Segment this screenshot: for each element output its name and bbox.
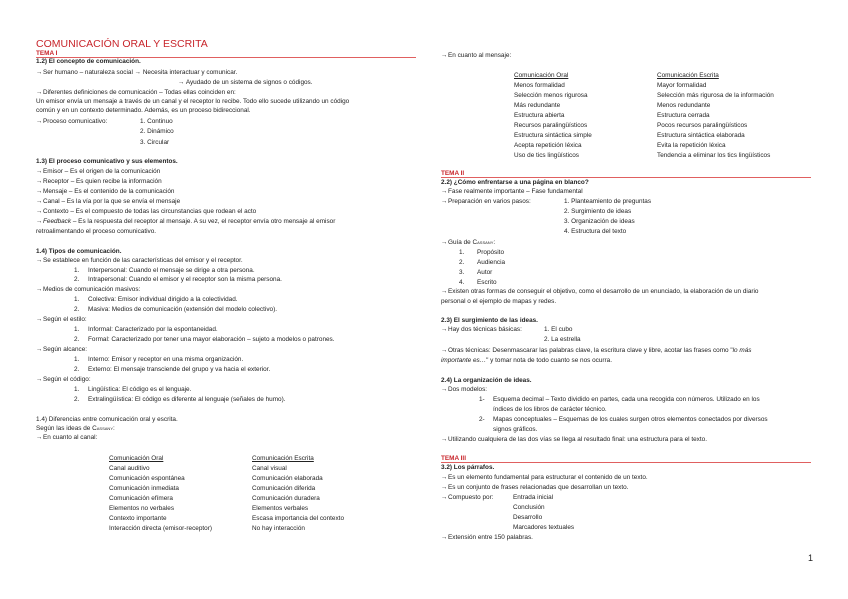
text-line: [657, 102, 710, 110]
line-text: 2.: [74, 306, 80, 313]
line-text: Fase realmente importante – Fase fundamental: [448, 188, 583, 195]
line-text: En cuanto al mensaje:: [448, 52, 512, 59]
text-line: [36, 316, 87, 324]
arrow-icon: →: [36, 188, 43, 195]
line-text: Mensaje – Es el contenido de la comunicación: [43, 188, 175, 195]
text-line: [657, 92, 774, 100]
line-text: Mapas conceptuales – Esquemas de los cuales surgen otros elementos conectados por diversos: [493, 416, 768, 423]
text-line: [441, 484, 628, 492]
line-text: Canal – Es la vía por la que se envía el mensaje: [43, 198, 181, 205]
line-text: 1.: [74, 356, 80, 363]
text-line: [657, 152, 770, 160]
line-text: Marcadores textuales: [513, 524, 575, 531]
line-text: Comunicación Oral: [514, 72, 569, 79]
text-line: [88, 296, 238, 304]
line-text: Un emisor envía un mensaje a través de un canal y el receptor lo recibe. Todo ello sucede utilizando un código: [36, 98, 350, 105]
text-line: [74, 336, 79, 344]
text-line: [252, 515, 344, 523]
line-text: Comunicación duradera: [252, 495, 320, 502]
text-line: [88, 306, 277, 314]
line-text: Canal auditivo: [109, 465, 150, 472]
arrow-icon: →: [36, 218, 43, 225]
text-line: [74, 326, 79, 334]
line-text: Extralingüística: El código es diferente al lenguaje (señales de humo).: [88, 396, 286, 403]
line-text: 2.: [459, 259, 465, 266]
line-text: 1. El cubo: [544, 326, 573, 333]
text-line: [513, 504, 545, 512]
line-text: Esquema decimal – Texto dividido en partes, cada una recogida con números. Utilizado en los: [493, 396, 760, 403]
line-text: 2-: [479, 416, 485, 423]
line-text: Proceso comunicativo:: [43, 118, 108, 125]
arrow-icon: →: [441, 494, 448, 501]
text-line: [88, 326, 218, 334]
text-line: [657, 122, 747, 130]
text-line: [252, 485, 315, 493]
line-text: Guía de Cassany:: [448, 239, 496, 246]
arrow-icon: →: [36, 178, 43, 185]
text-line: [479, 396, 485, 404]
line-text: Tendencia a eliminar los tics lingüísticos: [657, 152, 771, 159]
text-line: [459, 279, 464, 287]
text-line: [441, 436, 707, 444]
text-line: [36, 168, 160, 176]
text-line: [36, 218, 335, 226]
text-line: [441, 347, 751, 355]
line-text: común y en un contexto determinado. Además, es un proceso bidireccional.: [36, 107, 251, 114]
text-line: [564, 198, 651, 206]
line-text: Extensión entre 150 palabras.: [448, 534, 533, 541]
text-line: [441, 188, 583, 196]
line-text: Según las ideas de Cassany:: [36, 425, 115, 432]
arrow-icon: →: [441, 347, 448, 354]
line-text: Masiva: Medios de comunicación (extensión del modelo colectivo).: [88, 306, 277, 313]
text-line: [88, 386, 191, 394]
line-text: Se establece en función de las características del emisor y el receptor.: [43, 257, 243, 264]
text-line: [140, 139, 169, 147]
text-line: [477, 259, 505, 267]
text-line: [74, 276, 79, 284]
subsection-heading: [36, 248, 121, 256]
line-text: En cuanto al canal:: [43, 434, 98, 441]
arrow-icon: →: [441, 288, 448, 295]
line-text: 1.: [74, 296, 80, 303]
text-line: [36, 346, 87, 354]
text-line: [514, 152, 579, 160]
text-line: [88, 267, 255, 275]
line-text: 1.: [74, 267, 80, 274]
arrow-icon: →: [441, 484, 448, 491]
text-line: [441, 534, 533, 542]
text-line: [74, 386, 79, 394]
line-text: 1.3) El proceso comunicativo y sus elementos.: [36, 158, 178, 165]
subsection-heading: [36, 58, 141, 66]
line-text: importante es…" y tomar nota de todo cuanto se nos ocurra.: [441, 357, 613, 364]
line-text: TEMA I: [36, 50, 58, 57]
text-line: [36, 228, 156, 236]
text-line: [36, 434, 97, 442]
text-line: [36, 416, 178, 424]
line-text: Preparación en varios pasos:: [448, 198, 531, 205]
arrow-icon: →: [36, 198, 43, 205]
text-line: [109, 485, 179, 493]
line-text: Mayor formalidad: [657, 82, 707, 89]
line-text: 3.: [459, 269, 465, 276]
line-text: Compuesto por:: [448, 494, 494, 501]
line-text: Selección menos rigurosa: [514, 92, 588, 99]
text-line: [477, 269, 492, 277]
line-text: Hay dos técnicas básicas:: [448, 326, 522, 333]
table-column-header: [514, 72, 568, 80]
line-text: Comunicación elaborada: [252, 475, 323, 482]
line-text: 1.4) Diferencias entre comunicación oral y escrita.: [36, 416, 178, 423]
line-text: Contexto – Es el compuesto de todas las circunstancias que rodean el acto: [43, 208, 257, 215]
section-divider: [441, 462, 811, 463]
section-divider: [441, 177, 811, 178]
line-text: Uso de tics lingüísticos: [514, 152, 579, 159]
text-line: [441, 52, 511, 60]
arrow-icon: →: [36, 118, 43, 125]
text-line: [514, 112, 564, 120]
subsection-heading: [36, 158, 178, 166]
arrow-icon: →: [36, 286, 43, 293]
line-text: 2.2) ¿Cómo enfrentarse a una página en blanco?: [441, 179, 589, 186]
line-text: Interpersonal: Cuando el mensaje se dirige a otra persona.: [88, 267, 255, 274]
line-text: Comunicación efímera: [109, 495, 173, 502]
arrow-icon: →: [36, 69, 43, 76]
line-text: Otras técnicas: Desenmascarar las palabras clave, la escritura clave y libre, acotar las frases como "lo más: [448, 347, 752, 354]
text-line: [36, 286, 140, 294]
arrow-icon: →: [441, 188, 448, 195]
line-text: Desarrollo: [513, 514, 543, 521]
line-text: Conclusión: [513, 504, 545, 511]
line-text: 3. Organización de ideas: [564, 218, 635, 225]
line-text: Elementos no verbales: [109, 505, 175, 512]
line-text: Escrito: [477, 279, 497, 286]
text-line: [88, 396, 286, 404]
text-line: [477, 249, 504, 257]
line-text: Feedback – Es la respuesta del receptor al mensaje. A su vez, el receptor envía otro mensaje al emisor: [43, 218, 336, 225]
text-line: [36, 376, 91, 384]
line-text: índices de los libros de carácter técnico.: [493, 406, 607, 413]
line-text: Externo: El mensaje transciende del grupo y va hacia el exterior.: [88, 366, 271, 373]
text-line: [493, 396, 760, 404]
document-title: COMUNICACIÓN ORAL Y ESCRITA: [36, 38, 208, 50]
text-line: [657, 132, 745, 140]
line-text: 2.: [74, 366, 80, 373]
text-line: [74, 366, 79, 374]
text-line: [140, 118, 173, 126]
line-text: Estructura sintáctica elaborada: [657, 132, 745, 139]
text-line: [36, 208, 256, 216]
text-line: [109, 495, 173, 503]
text-line: [479, 416, 485, 424]
line-text: Autor: [477, 269, 493, 276]
line-text: Comunicación Escrita: [657, 72, 719, 79]
line-text: Receptor – Es quien recibe la información: [43, 178, 162, 185]
line-text: Canal visual: [252, 465, 287, 472]
text-line: [88, 336, 335, 344]
arrow-icon: →: [441, 534, 448, 541]
text-line: [441, 357, 612, 365]
line-text: Estructura abierta: [514, 112, 565, 119]
text-line: [544, 336, 581, 344]
arrow-icon: →: [441, 474, 448, 481]
arrow-icon: →: [441, 436, 448, 443]
arrow-icon: →: [36, 257, 43, 264]
text-line: [441, 474, 648, 482]
line-text: Según el código:: [43, 376, 91, 383]
text-line: [514, 132, 592, 140]
line-text: Entrada inicial: [513, 494, 554, 501]
line-text: retroalimentando el proceso comunicativo.: [36, 228, 157, 235]
line-text: 1-: [479, 396, 485, 403]
text-line: [36, 257, 243, 265]
line-text: TEMA III: [441, 455, 466, 462]
text-line: [88, 276, 282, 284]
text-line: [441, 288, 759, 296]
table-column-header: [109, 455, 163, 463]
line-text: Dos modelos:: [448, 386, 488, 393]
line-text: signos gráficos.: [493, 426, 538, 433]
line-text: Lingüística: El código es el lenguaje.: [88, 386, 192, 393]
text-line: [477, 279, 497, 287]
line-text: Comunicación diferida: [252, 485, 316, 492]
text-line: [109, 505, 174, 513]
text-line: [178, 79, 313, 87]
text-line: [514, 102, 560, 110]
line-text: 2.: [74, 276, 80, 283]
text-line: [657, 112, 710, 120]
text-line: [109, 525, 212, 533]
arrow-icon: →: [36, 89, 43, 96]
line-text: Audiencia: [477, 259, 506, 266]
subsection-heading: [441, 317, 538, 325]
line-text: → Ayudado de un sistema de signos o códigos.: [178, 79, 313, 86]
line-text: 2.: [74, 396, 80, 403]
line-text: Emisor – Es el origen de la comunicación: [43, 168, 161, 175]
line-text: Existen otras formas de conseguir el objetivo, como el desarrollo de un enunciado, la elaboración de un diario: [448, 288, 759, 295]
line-text: Escasa importancia del contexto: [252, 515, 345, 522]
line-text: Diferentes definiciones de comunicación – Todas ellas coinciden en:: [43, 89, 236, 96]
arrow-icon: →: [36, 168, 43, 175]
text-line: [252, 465, 287, 473]
text-line: [493, 406, 607, 414]
line-text: 1. Planteamiento de preguntas: [564, 198, 652, 205]
line-text: Pocos recursos paralingüísticos: [657, 122, 748, 129]
text-line: [513, 514, 542, 522]
line-text: 1.: [459, 249, 465, 256]
line-text: 2. Dinámico: [140, 128, 174, 135]
line-text: Utilizando cualquiera de las dos vías se llega al resultado final: una estructura para el texto.: [448, 436, 707, 443]
text-line: [74, 296, 79, 304]
text-line: [493, 416, 768, 424]
line-text: 1.: [74, 386, 80, 393]
text-line: [564, 228, 626, 236]
subsection-heading: [441, 377, 532, 385]
arrow-icon: →: [441, 239, 448, 246]
text-line: [252, 475, 323, 483]
line-text: Formal: Caracterizado por tener una mayor elaboración – sujeto a modelos o patrones.: [88, 336, 335, 343]
line-text: Acepta repetición léxica: [514, 142, 582, 149]
text-line: [657, 82, 706, 90]
text-line: [441, 494, 493, 502]
line-text: Colectiva: Emisor individual dirigido a la colectividad.: [88, 296, 238, 303]
text-line: [513, 494, 553, 502]
text-line: [657, 142, 726, 150]
line-text: Según alcance:: [43, 346, 88, 353]
arrow-icon: →: [441, 52, 448, 59]
line-text: 2. Surgimiento de ideas: [564, 208, 632, 215]
arrow-icon: →: [36, 208, 43, 215]
text-line: [252, 495, 320, 503]
subsection-heading: [441, 179, 589, 187]
text-line: [74, 356, 79, 364]
arrow-icon: →: [36, 316, 43, 323]
line-text: Es un conjunto de frases relacionadas que desarrollan un texto.: [448, 484, 629, 491]
text-line: [514, 122, 587, 130]
arrow-icon: →: [441, 386, 448, 393]
line-text: Medios de comunicación masivos:: [43, 286, 141, 293]
line-text: Comunicación Oral: [109, 455, 164, 462]
line-text: Intrapersonal: Cuando el emisor y el receptor son la misma persona.: [88, 276, 282, 283]
line-text: Es un elemento fundamental para estructurar el contenido de un texto.: [448, 474, 648, 481]
line-text: Comunicación inmediata: [109, 485, 179, 492]
text-line: [459, 269, 464, 277]
text-line: [109, 515, 167, 523]
line-text: 4. Estructura del texto: [564, 228, 627, 235]
text-line: [514, 142, 582, 150]
table-column-header: [657, 72, 719, 80]
text-line: [36, 107, 251, 115]
text-line: [441, 326, 522, 334]
line-text: Informal: Caracterizado por la espontaneidad.: [88, 326, 218, 333]
line-text: TEMA II: [441, 170, 465, 177]
text-line: [459, 259, 464, 267]
line-text: Interacción directa (emisor-receptor): [109, 525, 212, 532]
line-text: Menos formalidad: [514, 82, 565, 89]
text-line: [36, 118, 107, 126]
line-text: 2.3) El surgimiento de las ideas.: [441, 317, 538, 324]
line-text: Evita la repetición léxica: [657, 142, 726, 149]
text-line: [36, 89, 236, 97]
line-text: 4.: [459, 279, 465, 286]
text-line: [88, 356, 243, 364]
arrow-icon: →: [36, 346, 43, 353]
line-text: Menos redundante: [657, 102, 711, 109]
text-line: [74, 306, 79, 314]
text-line: [36, 69, 237, 77]
text-line: [109, 475, 185, 483]
table-column-header: [252, 455, 314, 463]
text-line: [88, 366, 270, 374]
text-line: [544, 326, 572, 334]
text-line: [36, 198, 180, 206]
line-text: Selección más rigurosa de la información: [657, 92, 774, 99]
arrow-icon: →: [441, 198, 448, 205]
line-text: Estructura cerrada: [657, 112, 710, 119]
text-line: [441, 198, 531, 206]
text-line: [513, 524, 574, 532]
line-text: Comunicación Escrita: [252, 455, 314, 462]
arrow-icon: →: [36, 434, 43, 441]
text-line: [441, 298, 556, 306]
text-line: [459, 249, 464, 257]
line-text: 1.2) El concepto de comunicación.: [36, 58, 141, 65]
text-line: [564, 208, 631, 216]
text-line: [36, 178, 162, 186]
line-text: Más redundante: [514, 102, 561, 109]
line-text: 1.: [74, 326, 80, 333]
line-text: Según el estilo:: [43, 316, 87, 323]
text-line: [441, 386, 487, 394]
line-text: 3.2) Los párrafos.: [441, 464, 495, 471]
text-line: [564, 218, 635, 226]
line-text: Comunicación espontánea: [109, 475, 185, 482]
text-line: [109, 465, 150, 473]
text-line: [36, 425, 115, 433]
text-line: [36, 188, 174, 196]
text-line: [252, 505, 308, 513]
line-text: 2.4) La organización de ideas.: [441, 377, 532, 384]
line-text: Recursos paralingüísticos: [514, 122, 588, 129]
line-text: 2.: [74, 336, 80, 343]
line-text: No hay interacción: [252, 525, 305, 532]
line-text: personal o el ejemplo de mapas y redes.: [441, 298, 557, 305]
text-line: [74, 267, 79, 275]
text-line: [514, 92, 588, 100]
line-text: Interno: Emisor y receptor en una misma organización.: [88, 356, 244, 363]
text-line: [36, 98, 349, 106]
text-line: [140, 128, 174, 136]
line-text: 1. Continuo: [140, 118, 173, 125]
subsection-heading: [441, 464, 494, 472]
arrow-icon: →: [36, 376, 43, 383]
text-line: [514, 82, 565, 90]
page-number: 1: [808, 553, 814, 563]
text-line: [493, 426, 537, 434]
line-text: 1.4) Tipos de comunicación.: [36, 248, 122, 255]
text-line: [252, 525, 305, 533]
arrow-icon: →: [441, 326, 448, 333]
line-text: 3. Circular: [140, 139, 170, 146]
line-text: Contexto importante: [109, 515, 167, 522]
line-text: Ser humano – naturaleza social → Necesita interactuar y comunicar.: [43, 69, 238, 76]
text-line: [74, 396, 79, 404]
line-text: Estructura sintáctica simple: [514, 132, 592, 139]
line-text: 2. La estrella: [544, 336, 581, 343]
line-text: Elementos verbales: [252, 505, 309, 512]
line-text: Propósito: [477, 249, 504, 256]
text-line: [441, 239, 495, 247]
